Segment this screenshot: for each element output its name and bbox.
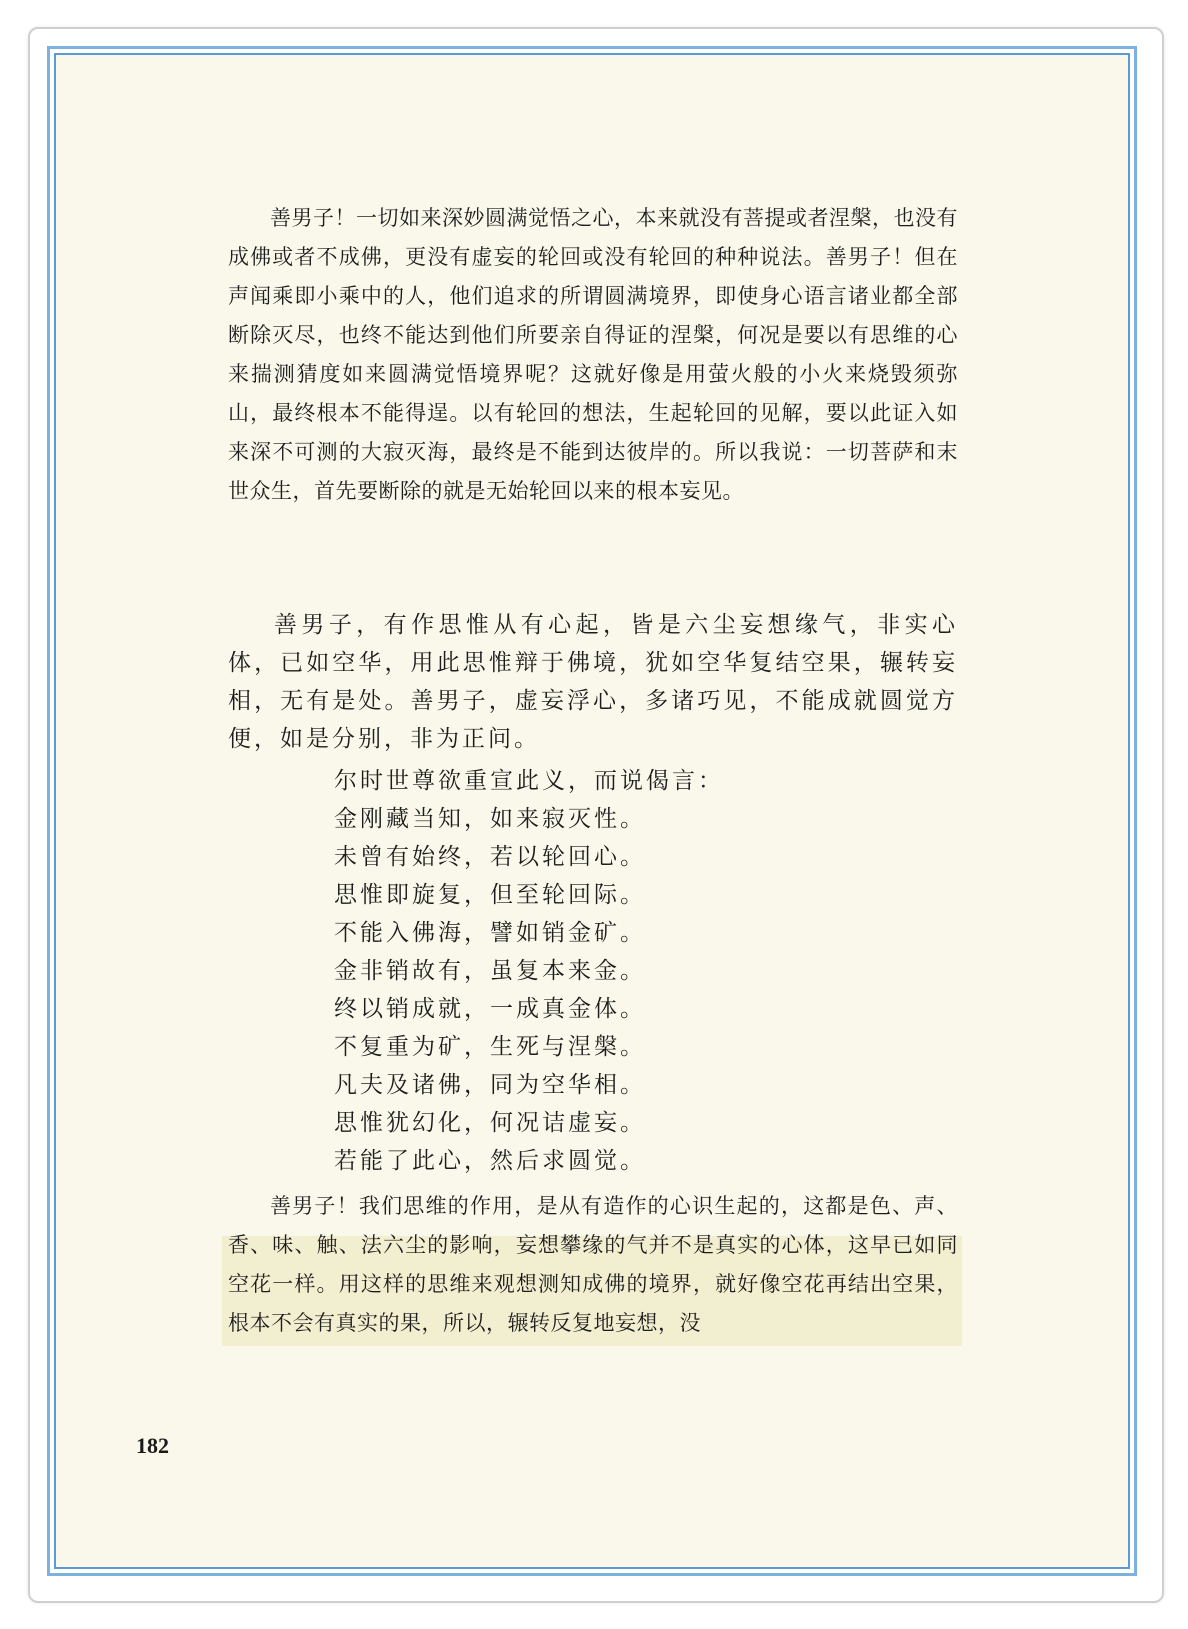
verse-line: 尔时世尊欲重宣此义，而说偈言： <box>334 768 724 794</box>
verse-line: 凡夫及诸佛，同为空华相。 <box>334 1072 646 1098</box>
paragraph-2: 善男子，有作思惟从有心起，皆是六尘妄想缘气，非实心体，已如空华，用此思惟辩于佛境，犹如空华复结空果，辗转妄相，无有是处。善男子，虚妄浮心，多诸巧见，不能成就圆觉方便，如是分别，非为正问。 <box>228 612 958 752</box>
verse-line: 不复重为矿，生死与涅槃。 <box>334 1034 646 1060</box>
paragraph-1: 善男子！一切如来深妙圆满觉悟之心，本来就没有菩提或者涅槃，也没有成佛或者不成佛，更没有虚妄的轮回或没有轮回的种种说法。善男子！但在声闻乘即小乘中的人，他们追求的所谓圆满境界，即使身心语言诸业都全部断除灭尽，也终不能达到他们所要亲自得证的涅槃，何况是要以有思维的心来揣测猜度如来圆满觉悟境界呢？这就好像是用萤火般的小火来烧毁须弥山，最终根本不能得逞。以有轮回的想法，生起轮回的见解，要以此证入如来深不可测的大寂灭海，最终是不能到达彼岸的。所以我说：一切菩萨和末世众生，首先要断除的就是无始轮回以来的根本妄见。 <box>228 206 958 503</box>
verse-line: 不能入佛海，譬如销金矿。 <box>334 920 646 946</box>
verse-line: 未曾有始终，若以轮回心。 <box>334 844 646 870</box>
verse-line: 思惟犹幻化，何况诘虚妄。 <box>334 1110 646 1136</box>
verse-line: 思惟即旋复，但至轮回际。 <box>334 882 646 908</box>
verse-line: 终以销成就，一成真金体。 <box>334 996 646 1022</box>
verse-block <box>334 762 724 1180</box>
page-number: 182 <box>136 1433 169 1458</box>
verse-line: 金刚藏当知，如来寂灭性。 <box>334 806 646 832</box>
verse-line: 若能了此心，然后求圆觉。 <box>334 1148 646 1174</box>
paragraph-3: 善男子！我们思维的作用，是从有造作的心识生起的，这都是色、声、香、味、触、法六尘的影响，妄想攀缘的气并不是真实的心体，这早已如同空花一样。用这样的思维来观想测知成佛的境界，就好像空花再结出空果，根本不会有真实的果，所以，辗转反复地妄想，没 <box>228 1194 958 1335</box>
verse-line: 金非销故有，虽复本来金。 <box>334 958 646 984</box>
